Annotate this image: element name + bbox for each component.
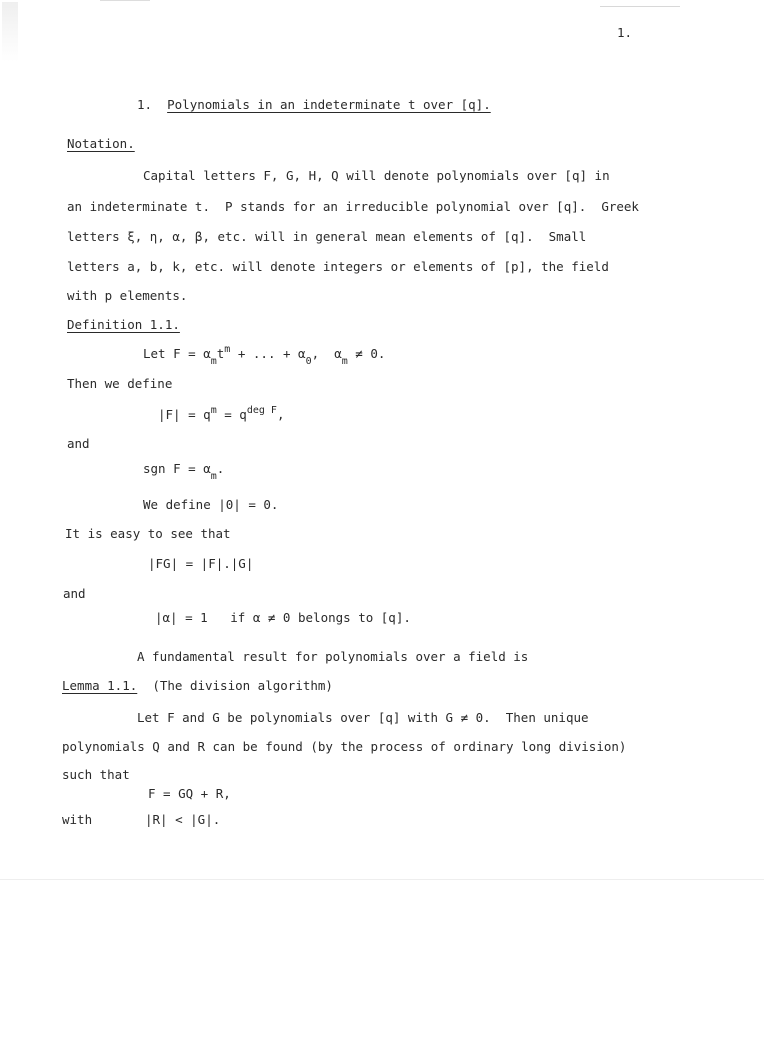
lemma-line-1: Let F and G be polynomials over [q] with G ≠ 0. Then unique xyxy=(137,710,589,725)
section-title: Polynomials in an indeterminate t over [q]. xyxy=(167,97,491,112)
zero-definition: We define |0| = 0. xyxy=(143,497,279,512)
scan-artifact-line xyxy=(600,6,680,7)
alpha-abs-formula: |α| = 1 if α ≠ 0 belongs to [q]. xyxy=(155,610,411,625)
fundamental-result-text: A fundamental result for polynomials over a field is xyxy=(137,649,529,664)
page-number: 1. xyxy=(617,25,633,40)
lemma-title: (The division algorithm) xyxy=(152,678,333,693)
then-define-text: Then we define xyxy=(67,376,173,391)
scan-artifact xyxy=(2,2,18,62)
lemma-line-2: polynomials Q and R can be found (by the process of ordinary long division) xyxy=(62,739,627,754)
notation-line-1: Capital letters F, G, H, Q will denote polynomials over [q] in xyxy=(143,168,610,183)
and-text: and xyxy=(67,436,90,451)
section-heading xyxy=(137,97,491,113)
easy-to-see-text: It is easy to see that xyxy=(65,526,231,541)
definition-let-formula: Let $F = \alpha_mt^m$ + ... + $\alpha_0$, $\alpha_m \ne 0$. xyxy=(143,344,386,367)
lemma-line-3: such that xyxy=(62,767,130,782)
division-equation: F = GQ + R, xyxy=(148,786,231,801)
and-text: and xyxy=(63,586,86,601)
notation-line-3: letters ξ, η, α, β, etc. will in general mean elements of [q]. Small xyxy=(67,229,587,244)
lemma-heading xyxy=(62,678,333,694)
lemma-label: Lemma 1.1. xyxy=(62,678,138,693)
definition-heading: Definition 1.1. xyxy=(67,317,180,332)
scan-artifact-line xyxy=(100,0,150,1)
with-text: with xyxy=(62,812,93,827)
scan-artifact-line xyxy=(0,879,764,880)
absolute-value-formula: $|F| = q^m = q^{deg F}$, xyxy=(158,405,285,422)
product-formula: |FG| = |F|.|G| xyxy=(148,556,254,571)
sign-formula: sgn $F = \alpha_m$. xyxy=(143,461,225,482)
section-number: 1. xyxy=(137,97,153,112)
remainder-inequality: |R| < |G|. xyxy=(145,812,221,827)
notation-heading: Notation. xyxy=(67,136,135,151)
notation-line-5: with p elements. xyxy=(67,288,188,303)
notation-line-4: letters a, b, k, etc. will denote integers or elements of [p], the field xyxy=(67,259,609,274)
notation-line-2: an indeterminate t. P stands for an irreducible polynomial over [q]. Greek xyxy=(67,199,639,214)
